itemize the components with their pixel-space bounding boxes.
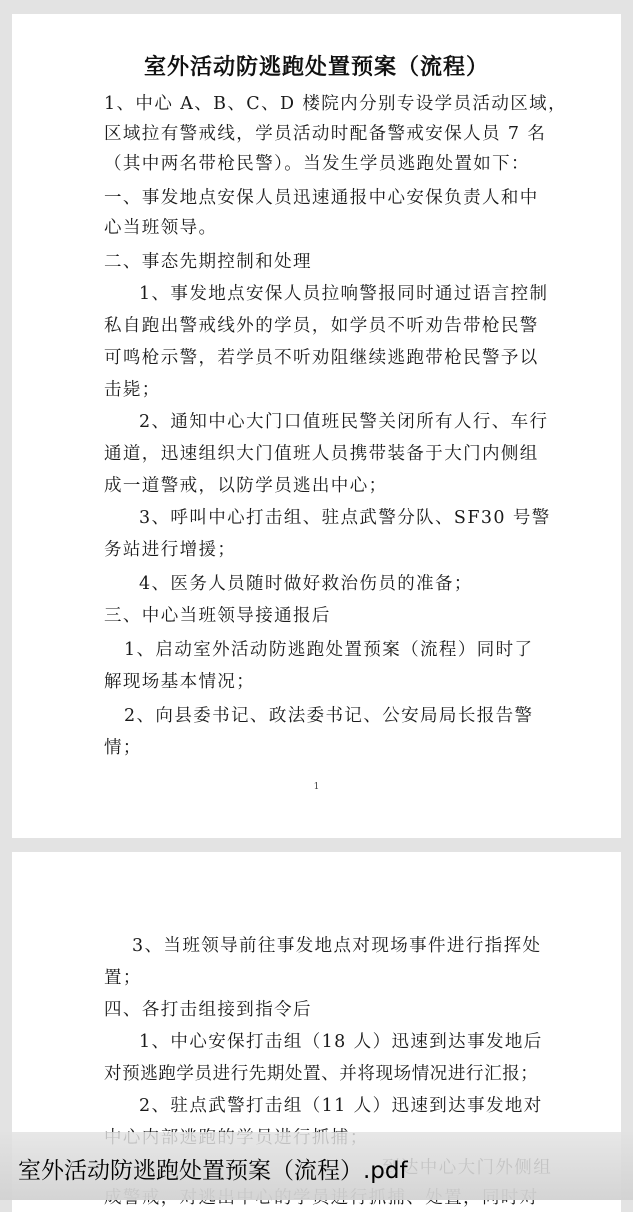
text-line: 三、中心当班领导接通报后	[104, 606, 331, 626]
text-line: 成一道警戒，以防学员逃出中心；	[104, 476, 388, 496]
text-line: 2、向县委书记、政法委书记、公安局局长报告警	[124, 706, 534, 726]
text-line: 2、驻点武警打击组（11 人）迅速到达事发地对	[139, 1096, 543, 1116]
text-line: 二、事态先期控制和处理	[104, 252, 312, 272]
text-line: 私自跑出警戒线外的学员，如学员不听劝告带枪民警	[104, 316, 539, 336]
text-line: 务站进行增援；	[104, 540, 237, 560]
page-number: 1	[313, 782, 320, 792]
text-line: 情；	[104, 738, 142, 758]
text-line: 1、中心 A、B、C、D 楼院内分别专设学员活动区域，	[104, 94, 567, 114]
text-line: 可鸣枪示警，若学员不听劝阻继续逃跑带枪民警予以	[104, 348, 539, 368]
file-title-bar[interactable]	[0, 1132, 633, 1200]
text-line: 1、事发地点安保人员拉响警报同时通过语言控制	[139, 284, 549, 304]
text-line: 区域拉有警戒线，学员活动时配备警戒安保人员 7 名	[104, 124, 547, 144]
text-line: 2、通知中心大门口值班民警关闭所有人行、车行	[139, 412, 549, 432]
text-line: 一、事发地点安保人员迅速通报中心安保负责人和中	[104, 188, 539, 208]
document-title: 室外活动防逃跑处置预案（流程）	[143, 55, 489, 80]
text-line: 1、中心安保打击组（18 人）迅速到达事发地后	[139, 1032, 543, 1052]
text-line: 4、医务人员随时做好救治伤员的准备；	[139, 574, 473, 594]
text-line: （其中两名带枪民警）。当发生学员逃跑处置如下：	[104, 154, 530, 174]
text-line: 1、启动室外活动防逃跑处置预案（流程）同时了	[124, 640, 534, 660]
text-line: 解现场基本情况；	[104, 672, 256, 692]
text-line: 心当班领导。	[104, 218, 218, 238]
text-line: 置；	[104, 968, 142, 988]
pdf-page-1	[12, 14, 621, 838]
text-line: 对预逃跑学员进行先期处置、并将现场情况进行汇报；	[104, 1064, 539, 1084]
text-line: 3、当班领导前往事发地点对现场事件进行指挥处	[132, 936, 542, 956]
file-name: 室外活动防逃跑处置预案（流程）.pdf	[18, 1158, 408, 1184]
text-line: 击毙；	[104, 380, 161, 400]
text-line: 四、各打击组接到指令后	[104, 1000, 312, 1020]
text-line: 3、呼叫中心打击组、驻点武警分队、SF30 号警	[139, 508, 551, 528]
text-line: 通道，迅速组织大门值班人员携带装备于大门内侧组	[104, 444, 539, 464]
